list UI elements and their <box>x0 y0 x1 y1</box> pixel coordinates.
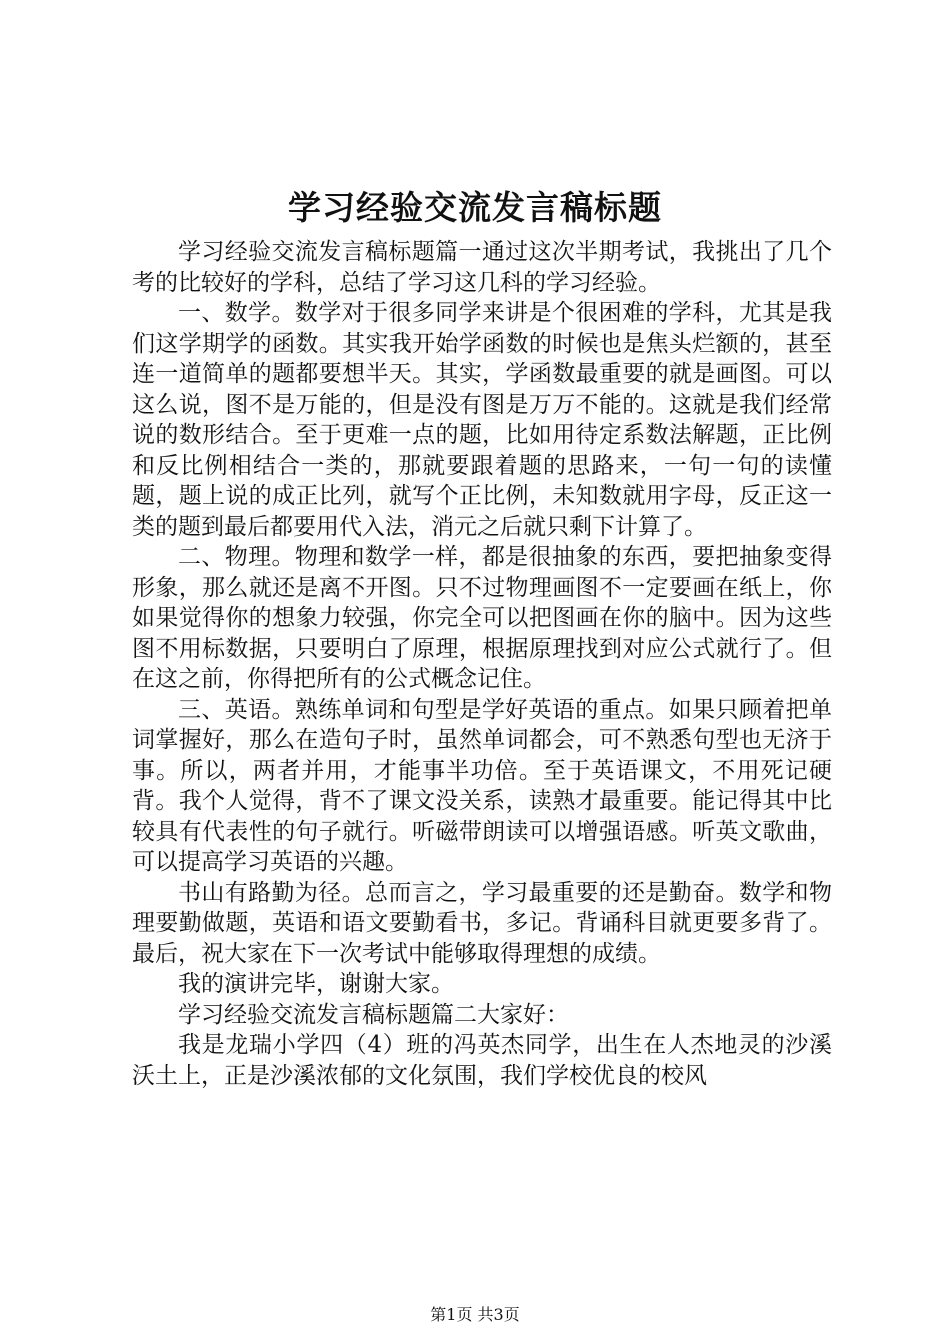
page-number-footer: 第1页 共3页 <box>430 1305 520 1324</box>
paragraph: 我的演讲完毕，谢谢大家。 <box>178 971 454 997</box>
document-title: 学习经验交流发言稿标题 <box>288 188 662 227</box>
paragraph: 我是龙瑞小学四（4）班的冯英杰同学，出生在人杰地灵的沙溪沃土上，正是沙溪浓郁的文化氛围，我们学校优良的校风 <box>132 1032 832 1089</box>
paragraph: 学习经验交流发言稿标题篇二大家好： <box>178 1001 569 1028</box>
paragraph: 二、物理。物理和数学一样，都是很抽象的东西，要把抽象变得形象，那么就还是离不开图。只不过物理画图不一定要画在纸上，你如果觉得你的想象力较强，你完全可以把图画在你的脑中。因为这些图不用标数据，只要明白了原理，根据原理找到对应公式就行了。但在这之前，你得把所有的公式概念记住。 <box>132 544 832 692</box>
paragraph: 三、英语。熟练单词和句型是学好英语的重点。如果只顾着把单词掌握好，那么在造句子时，虽然单词都会，可不熟悉句型也无济于事。所以，两者并用，才能事半功倍。至于英语课文，不用死记硬背。我个人觉得，背不了课文没关系，读熟才最重要。能记得其中比较具有代表性的句子就行。听磁带朗读可以增强语感。听英文歌曲，可以提高学习英语的兴趣。 <box>132 696 832 875</box>
paragraph: 书山有路勤为径。总而言之，学习最重要的还是勤奋。数学和物理要勤做题，英语和语文要勤看书，多记。背诵科目就更要多背了。最后，祝大家在下一次考试中能够取得理想的成绩。 <box>132 879 832 967</box>
document-body <box>132 237 832 1091</box>
paragraph: 一、数学。数学对于很多同学来讲是个很困难的学科，尤其是我们这学期学的函数。其实我开始学函数的时候也是焦头烂额的，甚至连一道简单的题都要想半天。其实，学函数最重要的就是画图。可以这么说，图不是万能的，但是没有图是万万不能的。这就是我们经常说的数形结合。至于更难一点的题，比如用待定系数法解题，正比例和反比例相结合一类的，那就要跟着题的思路来，一句一句的读懂题，题上说的成正比列，就写个正比例，未知数就用字母，反正这一类的题到最后都要用代入法，消元之后就只剩下计算了。 <box>132 300 832 540</box>
paragraph: 学习经验交流发言稿标题篇一通过这次半期考试，我挑出了几个考的比较好的学科，总结了学习这几科的学习经验。 <box>132 239 832 296</box>
